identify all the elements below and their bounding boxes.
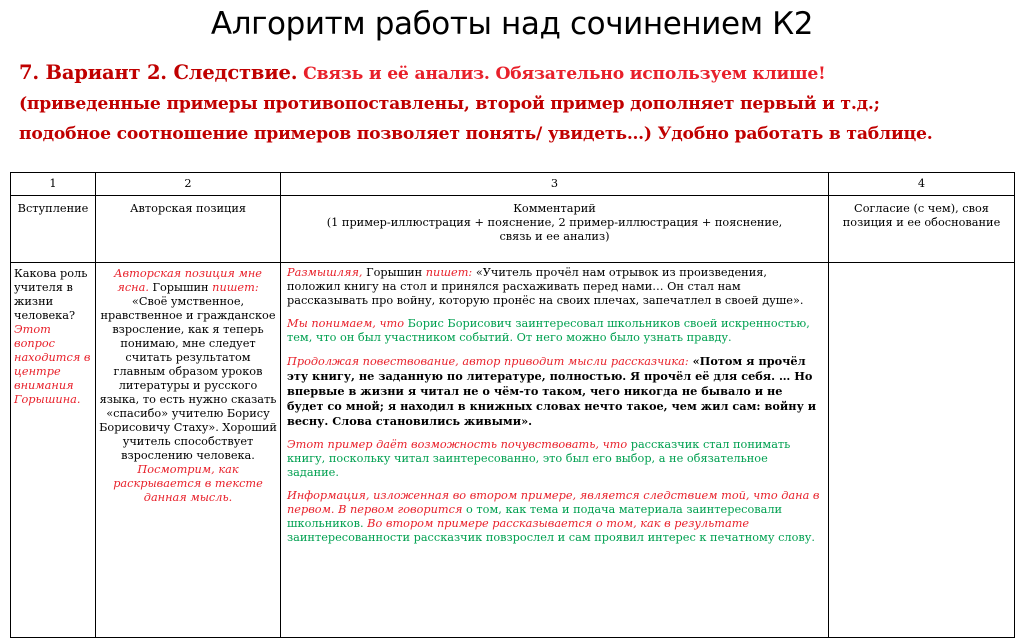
instruction-text: Связь и её анализ. Обязательно используем клише! [303,64,826,84]
intro-line-2: (приведенные примеры противопоставлены, второй пример дополняет первый и т.д.; [19,94,880,114]
content-row [11,263,1015,638]
intro-question: Какова роль учителя в жизни человека? [14,267,88,322]
commentary-paragraph: Мы понимаем, что Борис Борисович заинтересовал школьников своей искренностью, тем, что он был участником событий. От него можно было узнать правду. [287,317,810,344]
author-position-cell: Авторская позиция мне ясна. Горышин пишет: «Своё умственное, нравственное и гражданское взросление, как я теперь понимаю, мне следует считать результатом главным образом уроков литературы и русского языка, то есть нужно сказать «спасибо» учителю Борису Борисовичу Стаху». Хороший учитель способствует взрослению человека. Посмотрим, как раскрывается в тексте данная мысль. [96,263,281,638]
header-intro: Вступление [11,196,96,263]
header-commentary: Комментарий (1 пример-иллюстрация + пояснение, 2 пример-иллюстрация + пояснение, связь и ее анализ) [281,196,829,263]
header-agreement: Согласие (с чем), своя позиция и ее обоснование [829,196,1015,263]
intro-note: Этот вопрос находится в центре внимания Горышина. [14,323,91,406]
column-number: 4 [829,173,1015,196]
intro-text [19,58,1009,149]
commentary-paragraph: Продолжая повествование, автор приводит мысли рассказчика: «Потом я прочёл эту книгу, не заданную по литературе, полностью. Я прочёл её для себя. … Но впервые в жизни я читал не о чём-то таком, чего никогда не бывало и не будет со мной; я находил в книжных словах нечто такое, чем жил сам: войну и весну. Слова становились живыми». [287,354,817,428]
commentary-cell [281,263,829,638]
column-number-row [11,173,1015,196]
slide-title: Алгоритм работы над сочинением К2 [210,6,814,42]
column-number: 3 [281,173,829,196]
commentary-paragraph: Этот пример даёт возможность почувствовать, что рассказчик стал понимать книгу, поскольку читал заинтересованно, это был его выбор, а не обязательное задание. [287,438,791,479]
intro-line-3: подобное соотношение примеров позволяет понять/ увидеть…) Удобно работать в таблице. [19,124,933,144]
variant-heading: 7. Вариант 2. Следствие. [19,61,298,84]
header-row [11,196,1015,263]
header-author-position: Авторская позиция [96,196,281,263]
column-number: 1 [11,173,96,196]
essay-table [10,172,1015,638]
commentary-paragraph: Информация, изложенная во втором примере, является следствием той, что дана в первом. В первом говорится о том, как тема и подача материала заинтересовали школьников. Во втором примере рассказывается о том, как в результате заинтересованности рассказчик повзрослел и сам проявил интерес к печатному слову. [287,489,820,544]
agreement-cell [829,263,1015,638]
commentary-paragraph: Размышляя, Горышин пишет: «Учитель прочёл нам отрывок из произведения, положил книгу на стол и принялся расхаживать перед нами… Он стал нам рассказывать про войну, которую пронёс на своих плечах, запечатлел в своей душе». [287,266,804,307]
column-number: 2 [96,173,281,196]
author-quote: «Своё умственное, нравственное и гражданское взросление, как я теперь понимаю, мне следует считать результатом главным образом уроков литературы и русского языка, то есть нужно сказать «спасибо» учителю Борису Борисовичу Стаху». Хороший учитель способствует взрослению человека. [99,295,277,462]
intro-cell [11,263,96,638]
